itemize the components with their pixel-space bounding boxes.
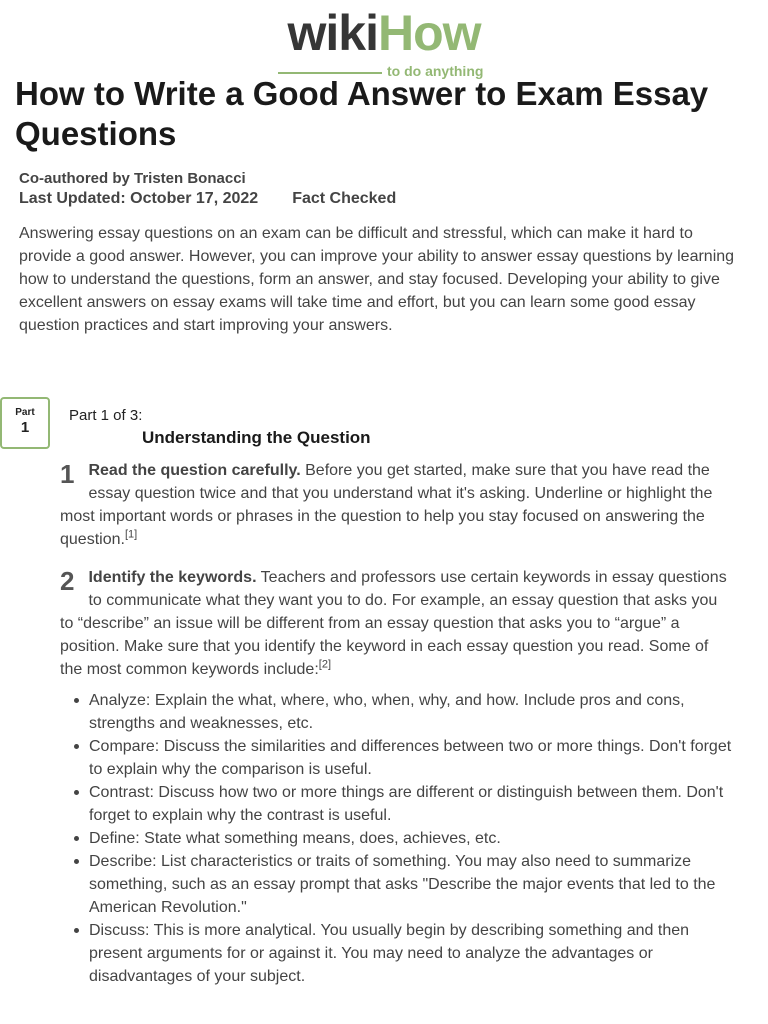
list-item: Define: State what something means, does, achieves, etc. xyxy=(89,827,739,850)
logo-how-text: How xyxy=(377,5,481,61)
article-intro: Answering essay questions on an exam can be difficult and stressful, which can make it hard to provide a good answer. However, you can improve your ability to answer essay questions by learning how to understand the questions, form an answer, and stay focused. Developing your ability to give excellent answers on essay exams will take time and effort, but you can learn some good essay question practices and start improving your answers. xyxy=(19,225,735,334)
page-title: How to Write a Good Answer to Exam Essay Questions xyxy=(15,75,709,152)
citation-link[interactable]: [1] xyxy=(124,528,138,541)
list-item: Describe: List characteristics or traits of something. You may also need to summarize something, such as an essay prompt that asks "Describe the major events that led to the American Revolution." xyxy=(89,850,739,919)
step-body: Teachers and professors use certain keywords in essay questions to communicate what they want you to do. For example, an essay question that asks you to “describe” an issue will be different from an essay question that asks you to “argue” a position. Make sure that you identify the keyword in each essay question you read. Some of the most common keywords include: xyxy=(60,569,727,678)
fact-checked-badge[interactable]: Fact Checked xyxy=(292,190,397,207)
list-item: Discuss: This is more analytical. You usually begin by describing something and then present arguments for or against it. You may need to analyze the advantages or disadvantages of your subject. xyxy=(89,919,739,988)
keyword-list xyxy=(89,689,739,988)
part-badge xyxy=(0,397,50,449)
step-1 xyxy=(60,459,730,551)
logo-wiki-text: wiki xyxy=(287,5,378,61)
article-meta xyxy=(19,190,396,208)
step-body: Before you get started, make sure that you have read the essay question twice and that you understand what it's asking. Underline or highlight the most important words or phrases in the question to help you stay focused on answering the question. xyxy=(60,462,713,548)
logo-wordmark xyxy=(287,5,481,61)
step-number: 1 xyxy=(60,459,75,489)
part-title: Understanding the Question xyxy=(142,428,371,447)
citation-link[interactable]: [2] xyxy=(318,658,332,671)
step-headline: Read the question carefully. xyxy=(88,462,301,479)
logo-tagline: to do anything xyxy=(387,63,484,79)
list-item: Compare: Discuss the similarities and differences between two or more things. Don't forget to explain why the comparison is useful. xyxy=(89,735,739,781)
wikihow-logo[interactable] xyxy=(0,5,768,79)
step-headline: Identify the keywords. xyxy=(88,569,257,586)
step-2 xyxy=(60,566,730,681)
coauthor-byline[interactable]: Co-authored by Tristen Bonacci xyxy=(19,170,246,187)
last-updated: Last Updated: October 17, 2022 xyxy=(19,190,259,207)
part-badge-label: Part xyxy=(15,407,35,418)
part-counter: Part 1 of 3: xyxy=(69,407,143,424)
part-badge-number: 1 xyxy=(20,419,30,436)
step-number: 2 xyxy=(60,566,75,596)
list-item: Analyze: Explain the what, where, who, when, why, and how. Include pros and cons, strengths and weaknesses, etc. xyxy=(89,689,739,735)
list-item: Contrast: Discuss how two or more things are different or distinguish between them. Don't forget to explain why the contrast is useful. xyxy=(89,781,739,827)
